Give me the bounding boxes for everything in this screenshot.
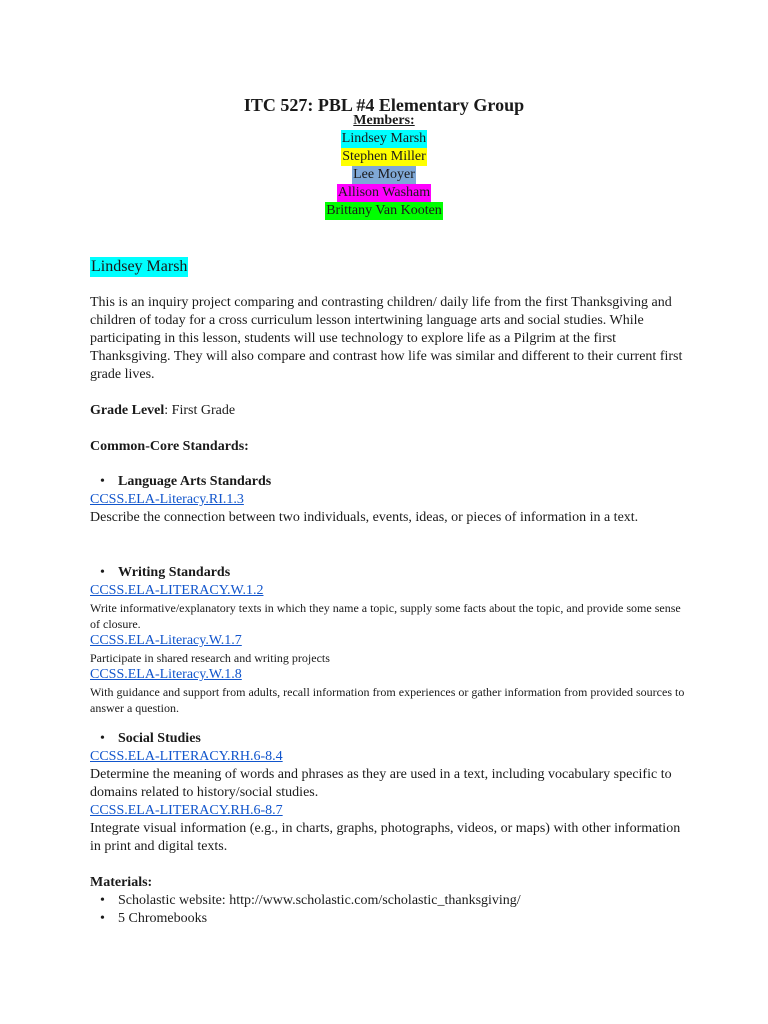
member-name: Brittany Van Kooten <box>326 203 442 218</box>
bullet-icon: • <box>100 911 105 926</box>
standard-description: Determine the meaning of words and phrases as they are used in a text, including vocabulary specific to domains related to history/social studies. <box>90 767 672 800</box>
member-name: Stephen Miller <box>342 149 426 164</box>
materials-list <box>100 892 521 928</box>
member-name: Allison Washam <box>337 185 431 200</box>
social-studies-heading <box>100 730 201 748</box>
list-item <box>100 910 521 928</box>
standard-description: Write informative/explanatory texts in which they name a topic, supply some facts about the topic, and provide some sense of closure. <box>90 601 681 631</box>
standard-description: Integrate visual information (e.g., in charts, graphs, photographs, videos, or maps) with other information in print and digital texts. <box>90 821 681 854</box>
language-arts-standards <box>90 491 690 527</box>
writing-heading <box>100 564 231 582</box>
standard-link[interactable]: CCSS.ELA-Literacy.W.1.7 <box>90 633 242 648</box>
members-label: Members: <box>353 113 415 128</box>
standard-description: Describe the connection between two individuals, events, ideas, or pieces of information in a text. <box>90 510 639 525</box>
list-item <box>100 892 521 910</box>
standard-link[interactable]: CCSS.ELA-LITERACY.W.1.2 <box>90 583 264 598</box>
standard-description: Participate in shared research and writing projects <box>90 651 330 665</box>
standard-description: With guidance and support from adults, recall information from experiences or gather information from provided sources to answer a question. <box>90 685 685 715</box>
grade-level-value: : First Grade <box>164 403 236 418</box>
material-text: Scholastic website: http://www.scholastic.com/scholastic_thanksgiving/ <box>118 893 521 908</box>
standard-link[interactable]: CCSS.ELA-LITERACY.RH.6-8.7 <box>90 803 283 818</box>
common-core-heading: Common-Core Standards: <box>90 439 249 454</box>
grade-level-label: Grade Level <box>90 403 165 418</box>
standard-link[interactable]: CCSS.ELA-Literacy.W.1.8 <box>90 667 242 682</box>
language-arts-heading-text: Language Arts Standards <box>118 474 272 489</box>
bullet-icon: • <box>100 474 105 489</box>
member-name: Lee Moyer <box>353 167 415 182</box>
material-text: 5 Chromebooks <box>118 911 208 926</box>
writing-standards <box>90 582 690 716</box>
member-name: Lindsey Marsh <box>341 131 427 146</box>
language-arts-heading <box>100 473 272 491</box>
writing-heading-text: Writing Standards <box>118 565 231 580</box>
section-heading: Lindsey Marsh <box>91 258 188 275</box>
bullet-icon: • <box>100 731 105 746</box>
grade-level <box>90 402 690 420</box>
bullet-icon: • <box>100 893 105 908</box>
intro-paragraph: This is an inquiry project comparing and contrasting children/ daily life from the first Thanksgiving and children of today for a cross curriculum lesson intertwining language arts and social studies. While participating in this lesson, students will use technology to explore life as a Pilgrim at the first Thanksgiving. They will also compare and contrast how life was similar and different to their current first grade lives. <box>90 295 683 382</box>
members-block <box>0 112 768 220</box>
social-studies-standards <box>90 748 690 856</box>
bullet-icon: • <box>100 565 105 580</box>
standard-link[interactable]: CCSS.ELA-Literacy.RI.1.3 <box>90 492 244 507</box>
social-studies-heading-text: Social Studies <box>118 731 201 746</box>
document-title: ITC 527: PBL #4 Elementary Group <box>243 95 525 115</box>
standard-link[interactable]: CCSS.ELA-LITERACY.RH.6-8.4 <box>90 749 283 764</box>
materials-heading: Materials: <box>90 875 153 890</box>
